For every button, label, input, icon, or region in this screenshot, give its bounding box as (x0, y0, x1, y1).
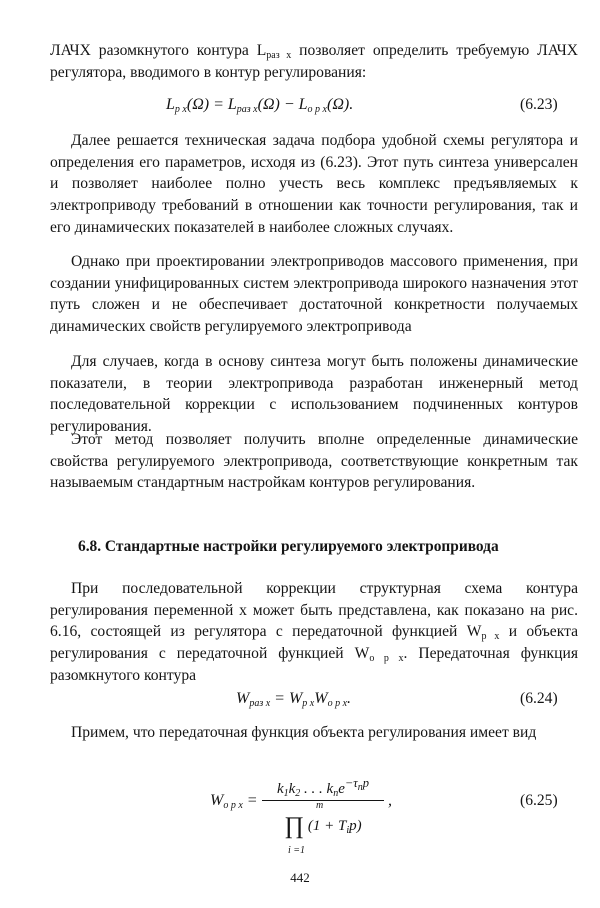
equation-6-25-comma: , (388, 792, 392, 809)
equation-6-23: $L_{р х}(\Omega) = L_{раз х}(\Omega) - L_{о р х}(\Omega)$. (166, 96, 354, 115)
product-lower-limit: i =1 (288, 845, 306, 856)
product-symbol: ∏ (284, 813, 305, 839)
equation-6-24: $W_{раз х} = W_{р х}W_{о р х}$. (236, 690, 352, 709)
equation-6-25-lhs: $W_{о р х}$ = (210, 792, 258, 811)
paragraph-dynamics: Этот метод позволяет получить вполне определенные динамические свойства регулируемого электропривода, соответствующие конкретным так называемым стандартным настройкам контуров регулирования. (50, 431, 578, 492)
equation-number-6-24: (6.24) (520, 690, 558, 707)
paragraph-object: Примем, что передаточная функция объекта регулирования имеет вид (71, 724, 537, 741)
page-number: 442 (290, 870, 310, 885)
equation-number-6-25: (6.25) (520, 792, 558, 809)
section-heading: 6.8. Стандартные настройки регулируемого электропривода (78, 538, 499, 555)
denominator-factor: $(1 + T_ip)$ (307, 818, 362, 836)
paragraph-lachh: ЛАЧХ разомкнутого контура $L_{раз х}$ позволяет определить требуемую ЛАЧХ регулятора, вводимого в контур регулирования: (50, 42, 579, 81)
paragraph-synthesis: Далее решается техническая задача подбора удобной схемы регулятора и определения его параметров, исходя из (6.23). Этот путь синтеза универсален и позволяет наиболее полно учесть весь комплекс предъявляемых к электроприводу требований в отношении как точности регулирования, так и его динамических показателей в наиболее сложных случаях. (50, 132, 578, 236)
fraction-numerator: $k_1k_2$ . . . $k_ne^{-\tau_пp}$ (262, 776, 384, 801)
product-upper-limit: m (316, 800, 324, 811)
paragraph-method: Для случаев, когда в основу синтеза могут быть положены динамические показатели, в теории электропривода разработан инженерный метод последовательной коррекции с использованием подчиненных контуров регулирования. (50, 353, 578, 436)
paragraph-correction: При последовательной коррекции структурная схема контура регулирования переменной x может быть представлена, как показано на рис. 6.16, состоящей из регулятора с передаточной функцией $W_{р х}$ и объекта регулирования с передаточной функцией $W_{о р х}$. Передаточная функция разомкнутого контура (50, 580, 578, 684)
equation-number-6-23: (6.23) (520, 96, 558, 113)
paragraph-design: Однако при проектировании электроприводов массового применения, при создании унифицированных систем электропривода широкого назначения этот путь сложен и не обеспечивает достаточной конкретности получаемых динамических свойств регулируемого электропривода (50, 253, 578, 336)
